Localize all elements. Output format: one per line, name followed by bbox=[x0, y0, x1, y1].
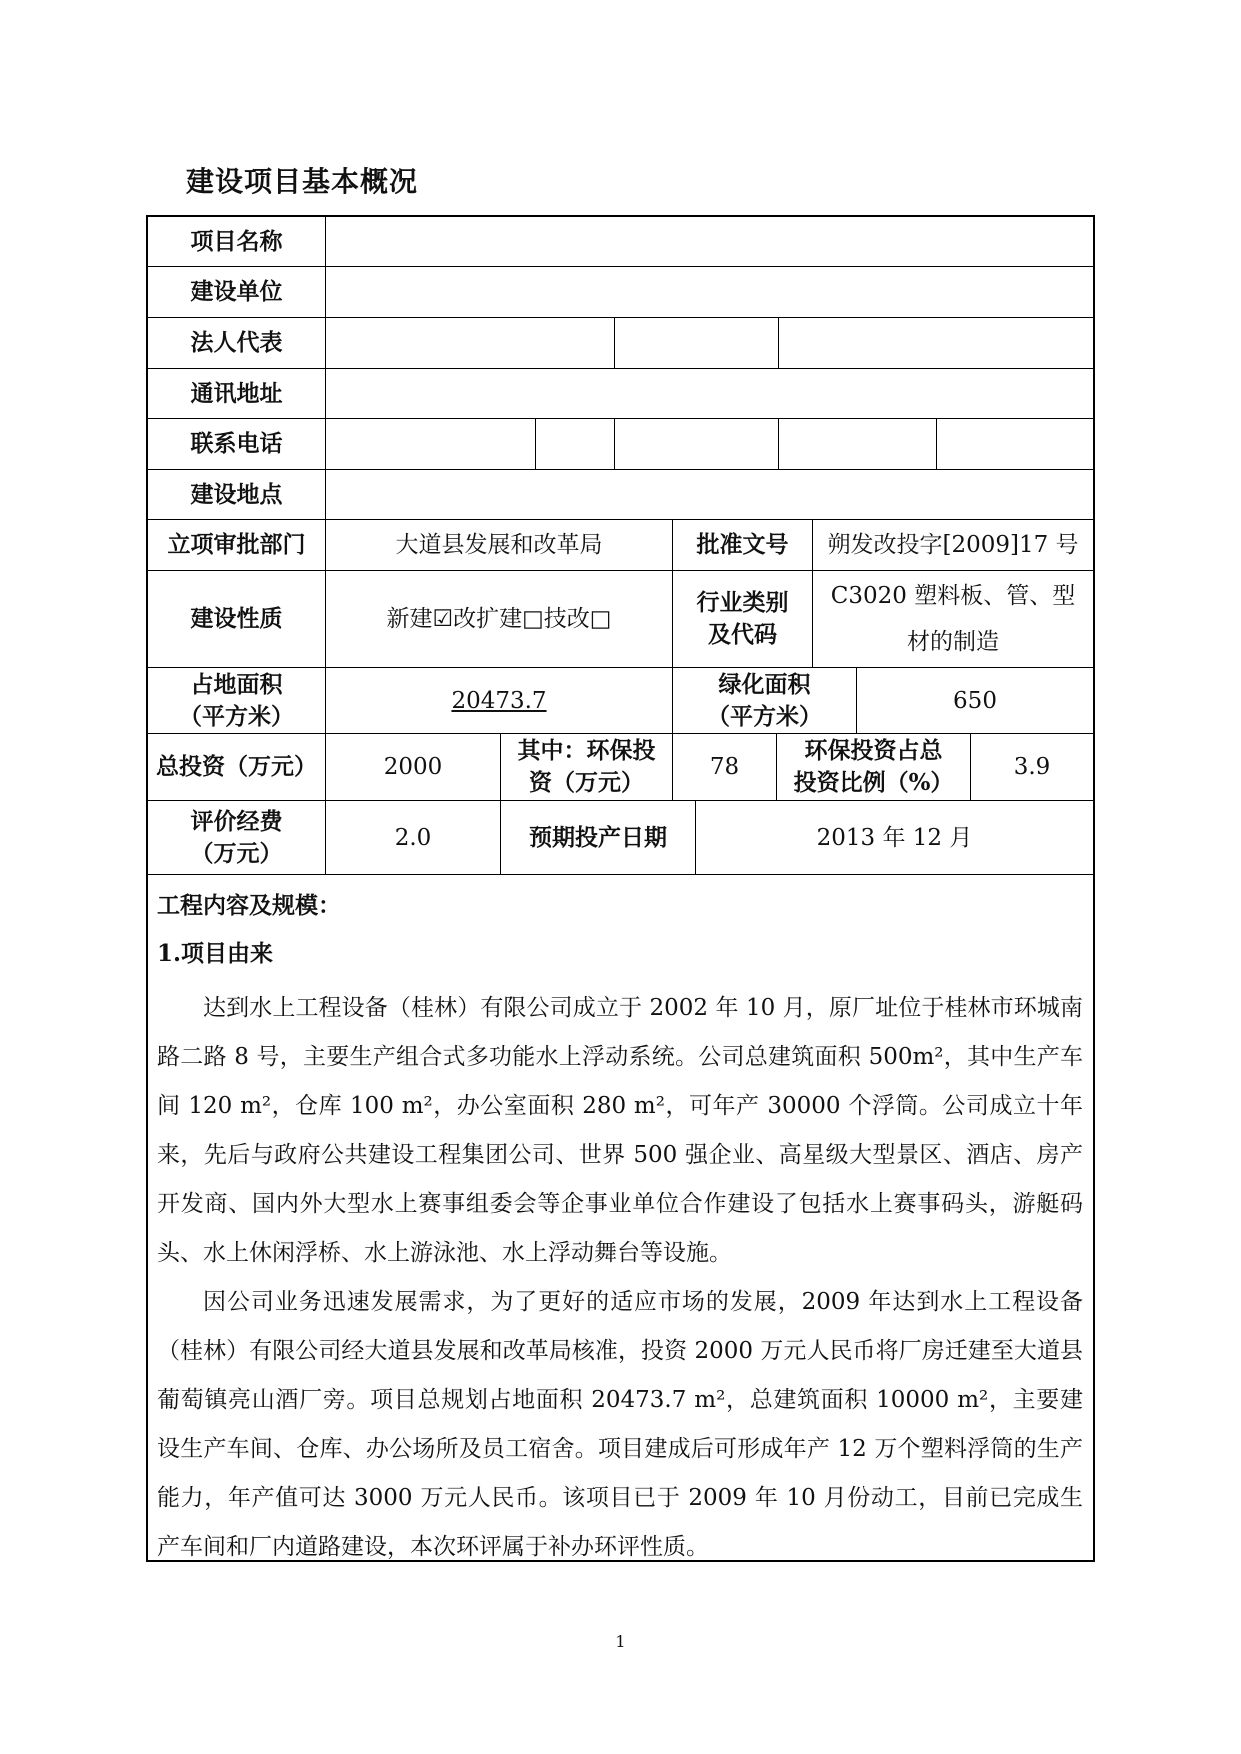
value-location bbox=[325, 469, 1094, 520]
label-green bbox=[672, 667, 857, 734]
fax-label-cell bbox=[535, 418, 615, 470]
label-start-date: 预期投产日期 bbox=[500, 800, 696, 875]
label-env-invest-line1: 其中：环保投 bbox=[517, 737, 656, 764]
page-title: 建设项目基本概况 bbox=[186, 165, 419, 198]
content-paragraph-1: 达到水上工程设备（桂林）有限公司成立于 2002 年 10 月，原厂址位于桂林市环城南路二路 8 号，主要生产组合式多功能水上浮动系统。公司总建筑面积 500m²，其中生产车间 120 m²，仓库 100 m²，办公室面积 280 m²，可年产 30000 个浮筒。公司成立十年来，先后与政府公共建设工程集团公司、世界 500 强企业、高星级大型景区、酒店、房产开发商、国内外大型水上赛事组委会等企事业单位合作建设了包括水上赛事码头，游艇码头、水上休闲浮桥、水上游泳池、水上浮动舞台等设施。 bbox=[157, 995, 1083, 1266]
value-nature: 新建☑改扩建□技改□ bbox=[325, 570, 673, 668]
contact-label-cell bbox=[614, 317, 779, 369]
value-legal-rep bbox=[325, 317, 615, 369]
page-number: 1 bbox=[615, 1632, 626, 1651]
value-green: 650 bbox=[856, 667, 1094, 734]
value-approval-no: 朔发改投字[2009]17 号 bbox=[812, 519, 1094, 571]
value-postcode bbox=[936, 418, 1094, 470]
project-content-section bbox=[147, 880, 1093, 1560]
value-fax bbox=[614, 418, 779, 470]
label-builder: 建设单位 bbox=[147, 266, 326, 318]
value-eval-fee: 2.0 bbox=[325, 800, 501, 875]
value-address bbox=[325, 368, 1094, 419]
label-location: 建设地点 bbox=[147, 469, 326, 520]
value-env-ratio: 3.9 bbox=[970, 733, 1094, 801]
label-area-line2: （平方米） bbox=[179, 702, 294, 730]
label-env-invest bbox=[500, 733, 673, 801]
value-builder bbox=[325, 266, 1094, 318]
label-phone: 联系电话 bbox=[147, 418, 326, 470]
label-env-ratio-line1: 环保投资占总 bbox=[804, 737, 943, 764]
value-approval-dept: 大道县发展和改革局 bbox=[325, 519, 673, 571]
label-legal-rep: 法人代表 bbox=[147, 317, 326, 369]
label-env-ratio-line2: 投资比例（%） bbox=[793, 769, 954, 796]
content-subheading: 1.项目由来 bbox=[157, 940, 274, 967]
postcode-label-cell bbox=[778, 418, 937, 470]
label-eval-fee-line1: 评价经费 bbox=[190, 807, 283, 835]
content-heading: 工程内容及规模： bbox=[157, 892, 341, 919]
value-total-invest: 2000 bbox=[325, 733, 501, 801]
label-total-invest: 总投资（万元） bbox=[147, 733, 326, 801]
label-industry-line2: 及代码 bbox=[708, 621, 777, 648]
label-industry-line1: 行业类别 bbox=[696, 589, 789, 616]
label-env-ratio bbox=[776, 733, 971, 801]
value-industry bbox=[812, 570, 1094, 668]
label-address: 通讯地址 bbox=[147, 368, 326, 419]
value-env-invest: 78 bbox=[672, 733, 777, 801]
label-green-line2: （平方米） bbox=[707, 702, 822, 730]
label-approval-dept: 立项审批部门 bbox=[147, 519, 326, 571]
label-eval-fee-line2: （万元） bbox=[190, 839, 283, 867]
value-start-date: 2013 年 12 月 bbox=[695, 800, 1094, 875]
label-nature: 建设性质 bbox=[147, 570, 326, 668]
label-industry bbox=[672, 570, 813, 668]
content-paragraph-2: 因公司业务迅速发展需求，为了更好的适应市场的发展，2009 年达到水上工程设备（桂林）有限公司经大道县发展和改革局核准，投资 2000 万元人民币将厂房迁建至大道县葡萄镇亮山酒厂旁。项目总规划占地面积 20473.7 m²，总建筑面积 10000 m²，主要建设生产车间、仓库、办公场所及员工宿舍。项目建成后可形成年产 12 万个塑料浮筒的生产能力，年产值可达 3000 万元人民币。该项目已于 2009 年 10 月份动工，目前已完成生产车间和厂内道路建设，本次环评属于补办环评性质。 bbox=[157, 1289, 1083, 1560]
value-project-name bbox=[325, 216, 1094, 267]
value-industry-line1: C3020 塑料板、管、型 bbox=[830, 583, 1076, 609]
label-green-line1: 绿化面积 bbox=[718, 670, 811, 698]
value-contact bbox=[778, 317, 1094, 369]
value-industry-line2: 材的制造 bbox=[907, 629, 999, 655]
label-approval-no: 批准文号 bbox=[672, 519, 813, 571]
label-project-name: 项目名称 bbox=[147, 216, 326, 267]
label-env-invest-line2: 资（万元） bbox=[529, 769, 644, 796]
value-phone bbox=[325, 418, 536, 470]
value-area-text: 20473.7 bbox=[451, 687, 547, 714]
label-area-line1: 占地面积 bbox=[190, 670, 283, 698]
label-eval-fee bbox=[147, 800, 326, 875]
label-area bbox=[147, 667, 326, 734]
value-area bbox=[325, 667, 673, 734]
